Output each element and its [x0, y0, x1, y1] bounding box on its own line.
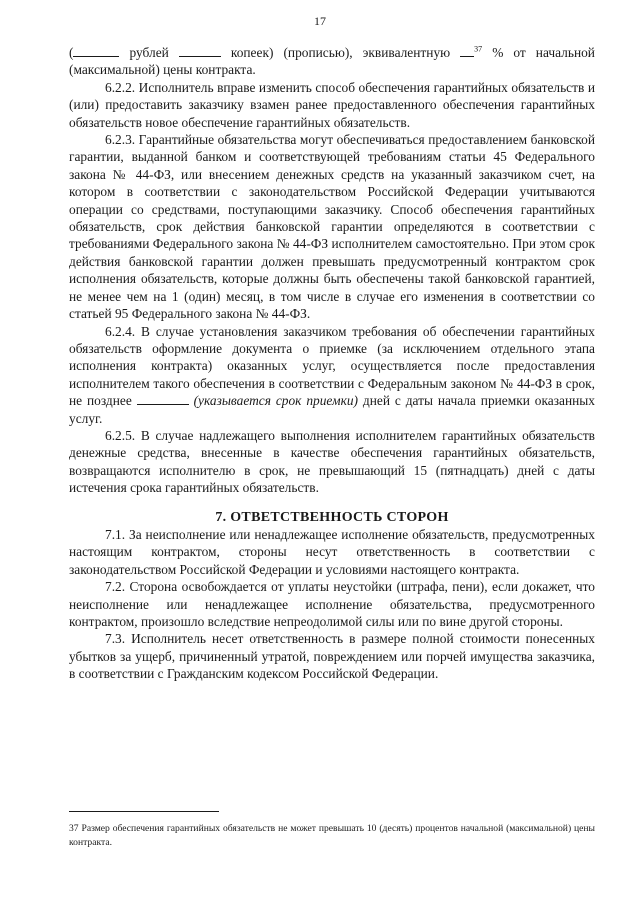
paragraph-7-1: 7.1. За неисполнение или ненадлежащее исполнение обязательств, предусмотренных настоящим контрактом, стороны несут ответственность в соответствии с законодательством Российской Федерации и условиями настоящего контракта. [69, 526, 595, 577]
blank-percent [460, 45, 474, 57]
paragraph-amount: ( рублей копеек) (прописью), эквивалентную $^{37}$ % от начальной (максимальной) цены контракта. [69, 44, 595, 78]
paragraph-6-2-2: 6.2.2. Исполнитель вправе изменить способ обеспечения гарантийных обязательств и (или) предоставить заказчику взамен ранее предоставленного обеспечения гарантийных обязательств новое обеспечение гарантийных обязательств. [69, 79, 595, 130]
page-number: 17 [314, 14, 326, 28]
blank-kopecks [179, 45, 221, 57]
paragraph-7-2: 7.2. Сторона освобождается от уплаты неустойки (штрафа, пени), если докажет, что неисполнение или ненадлежащее исполнение обязательства, предусмотренного контрактом, произошло вследствие непреодолимой силы или по вине другой стороны. [69, 579, 595, 629]
document-body [69, 44, 595, 683]
footnote-divider [69, 811, 219, 812]
footnote-37: 37 Размер обеспечения гарантийных обязательств не может превышать 10 (десять) процентов начальной (максимальной) цены контракта. [69, 823, 595, 848]
paragraph-6-2-4: 6.2.4. В случае установления заказчиком требования об обеспечении гарантийных обязательств оформление документа о приемке (за исключением отдельного этапа исполнения контракта) оказанных услуг, осуществляется после предоставления исполнителем такого обеспечения в соответствии с Федеральным законом № 44-ФЗ в срок, не позднее (указывается срок приемки) дней с даты начала приемки оказанных услуг. [69, 323, 595, 426]
paragraph-6-2-3: 6.2.3. Гарантийные обязательства могут обеспечиваться предоставлением банковской гарантии, выданной банком и соответствующей требованиям статьи 45 Федерального закона № 44-ФЗ, или внесением денежных средств на указанный заказчиком счет, на котором в соответствии с законодательством Российской Федерации учитываются операции со средствами, поступающими заказчику. Способ обеспечения гарантийных обязательств, срок действия банковской гарантии определяются в соответствии с требованиями Федерального закона № 44-ФЗ исполнителем самостоятельно. При этом срок действия банковской гарантии должен превышать предусмотренный контрактом срок исполнения обязательств, которые должны быть обеспечены такой банковской гарантией, не менее чем на 1 (один) месяц, в том числе в случае его изменения в соответствии со статьей 95 Федерального закона № 44-ФЗ. [69, 132, 595, 322]
blank-days [137, 393, 189, 405]
paragraph-7-3: 7.3. Исполнитель несет ответственность в размере полной стоимости понесенных убытков за ущерб, причиненный утратой, повреждением или порчей имущества заказчика, в соответствии с Гражданским кодексом Российской Федерации. [69, 631, 595, 682]
blank-rubles [73, 45, 119, 57]
section-7-title: 7. ОТВЕТСТВЕННОСТЬ СТОРОН [215, 509, 449, 525]
paragraph-6-2-5: 6.2.5. В случае надлежащего выполнения исполнителем гарантийных обязательств денежные средства, внесенные в качестве обеспечения гарантийных обязательств, возвращаются исполнителю в срок, не превышающий 15 (пятнадцать) дней с даты истечения срока гарантийных обязательств. [69, 427, 595, 496]
footnote-ref: 37 [474, 44, 483, 54]
